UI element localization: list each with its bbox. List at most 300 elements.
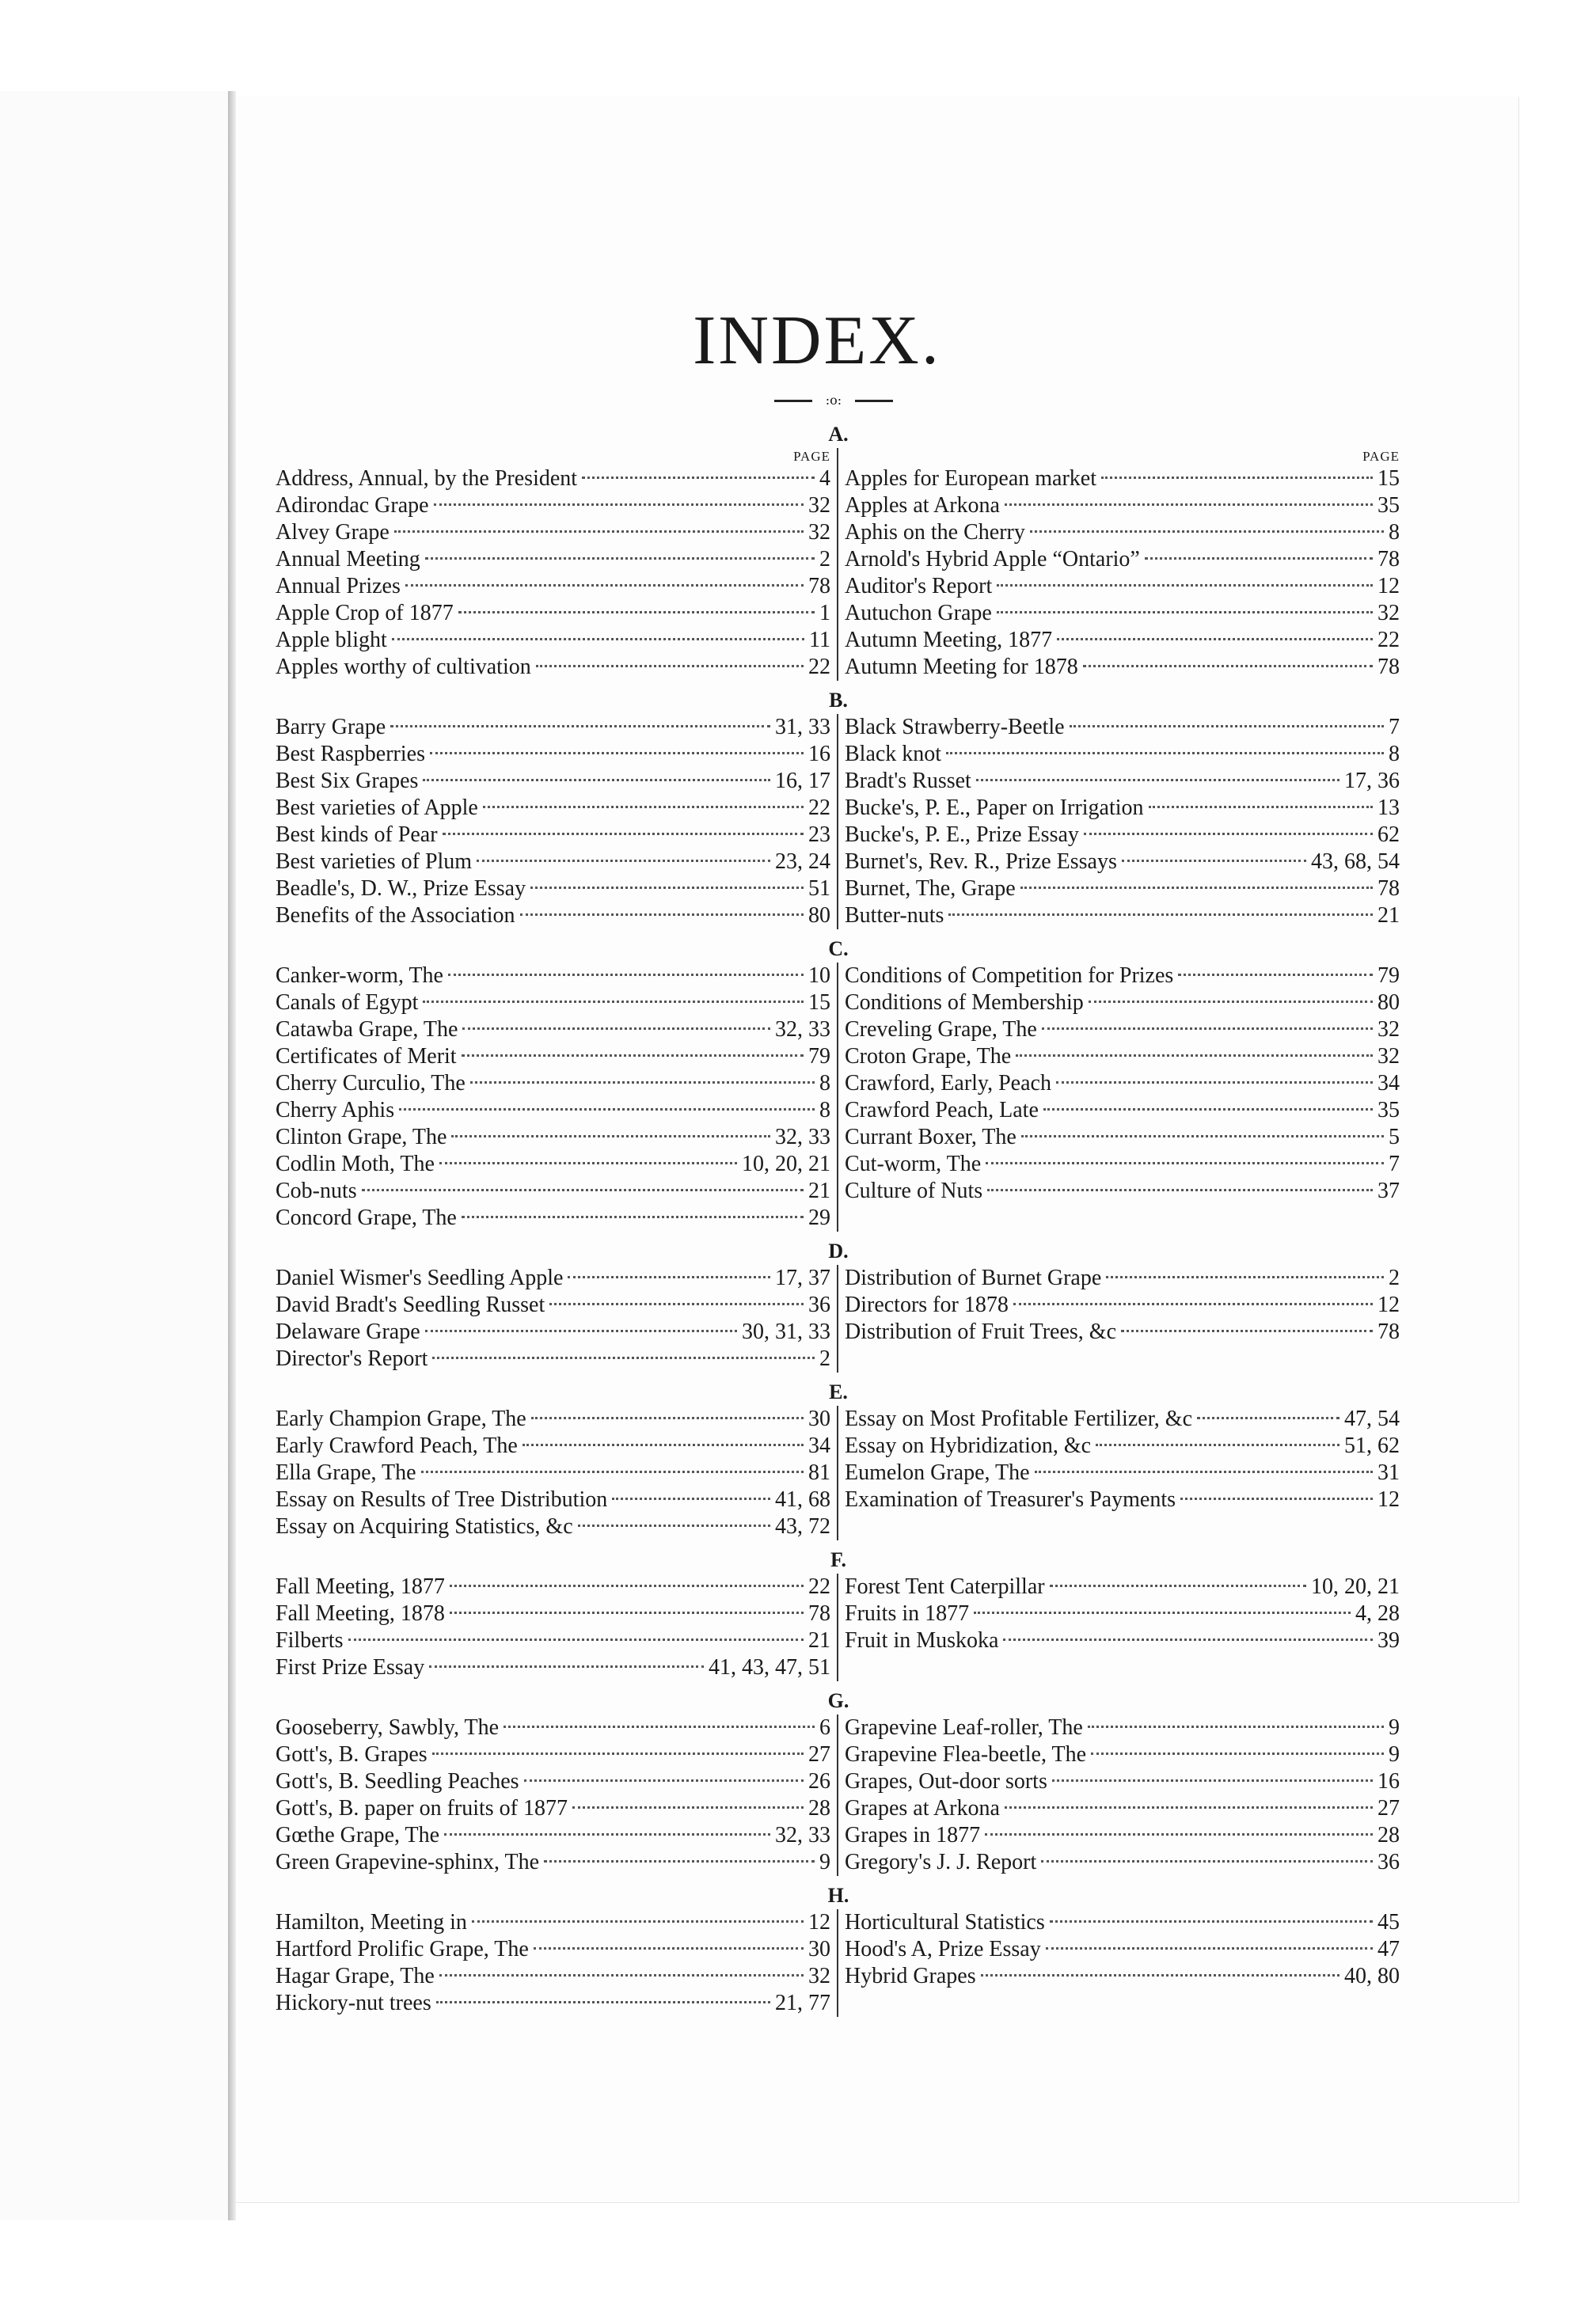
dot-leader bbox=[439, 1162, 737, 1164]
dot-leader bbox=[1050, 1920, 1373, 1923]
entry-pages: 32 bbox=[1378, 1044, 1400, 1069]
entry-term: Eumelon Grape, The bbox=[845, 1460, 1030, 1485]
entry-term: Distribution of Fruit Trees, &c bbox=[845, 1320, 1117, 1344]
section-letter: F. bbox=[830, 1548, 846, 1571]
entry-term: Grapes, Out-door sorts bbox=[845, 1769, 1047, 1794]
entry-term: Hybrid Grapes bbox=[845, 1964, 976, 1988]
entry-term: Essay on Acquiring Statistics, &c bbox=[276, 1514, 573, 1539]
entry-term: Catawba Grape, The bbox=[276, 1017, 458, 1042]
index-entry bbox=[276, 1990, 830, 2017]
entry-term: Black knot bbox=[845, 742, 942, 766]
dot-leader bbox=[976, 779, 1340, 781]
entry-pages: 10 bbox=[808, 963, 830, 988]
entry-pages: 62 bbox=[1378, 822, 1400, 847]
entry-term: Gott's, B. Seedling Peaches bbox=[276, 1769, 519, 1794]
entry-pages: 81 bbox=[808, 1460, 830, 1485]
entry-term: Autuchon Grape bbox=[845, 601, 992, 625]
entry-pages: 78 bbox=[1378, 547, 1400, 572]
entry-term: Gregory's J. J. Report bbox=[845, 1850, 1037, 1874]
entry-term: Directors for 1878 bbox=[845, 1293, 1009, 1317]
dot-leader bbox=[1101, 477, 1373, 479]
index-section bbox=[269, 687, 1408, 936]
entry-pages: 17, 37 bbox=[775, 1266, 830, 1290]
dot-leader bbox=[1005, 503, 1373, 506]
entry-term: Cob-nuts bbox=[276, 1179, 357, 1203]
index-entry bbox=[845, 1151, 1400, 1178]
index-entry bbox=[276, 795, 830, 822]
entry-term: Culture of Nuts bbox=[845, 1179, 983, 1203]
entry-pages: 23, 24 bbox=[775, 849, 830, 874]
entry-pages: 22 bbox=[808, 1574, 830, 1599]
entry-pages: 35 bbox=[1378, 1098, 1400, 1122]
dot-leader bbox=[1121, 1330, 1373, 1332]
entry-term: Essay on Hybridization, &c bbox=[845, 1434, 1092, 1458]
dot-leader bbox=[462, 1216, 804, 1218]
entry-pages: 9 bbox=[819, 1850, 830, 1874]
index-entry bbox=[845, 492, 1400, 519]
index-entry bbox=[276, 1795, 830, 1822]
dot-leader bbox=[472, 1920, 804, 1923]
dot-leader bbox=[1043, 1108, 1373, 1111]
entry-term: Currant Boxer, The bbox=[845, 1125, 1016, 1149]
dot-leader bbox=[1091, 1752, 1384, 1755]
entry-term: Adirondac Grape bbox=[276, 493, 429, 518]
dot-leader bbox=[362, 1189, 804, 1191]
entry-pages: 30 bbox=[808, 1937, 830, 1961]
dot-leader bbox=[1005, 1806, 1373, 1809]
entry-term: Essay on Most Profitable Fertilizer, &c bbox=[845, 1407, 1193, 1431]
index-section bbox=[269, 1238, 1408, 1379]
dot-leader bbox=[405, 584, 804, 587]
index-entry bbox=[845, 1963, 1400, 1990]
index-entry bbox=[845, 1822, 1400, 1849]
dot-leader bbox=[531, 1417, 804, 1419]
dot-leader bbox=[534, 1947, 804, 1950]
index-entry bbox=[276, 1574, 830, 1601]
dot-leader bbox=[448, 974, 804, 976]
dot-leader bbox=[522, 1444, 804, 1446]
entry-pages: 6 bbox=[819, 1715, 830, 1740]
index-entry bbox=[276, 600, 830, 627]
entry-term: Apple blight bbox=[276, 628, 387, 652]
entry-pages: 32 bbox=[1378, 1017, 1400, 1042]
dot-leader bbox=[1149, 806, 1373, 808]
index-entry bbox=[845, 1043, 1400, 1070]
right-column bbox=[838, 963, 1406, 1232]
entry-pages: 40, 80 bbox=[1344, 1964, 1400, 1988]
entry-pages: 15 bbox=[1378, 466, 1400, 491]
dot-leader bbox=[444, 1833, 770, 1836]
entry-term: Gooseberry, Sawbly, The bbox=[276, 1715, 500, 1740]
dot-leader bbox=[399, 1108, 815, 1111]
dot-leader bbox=[524, 1779, 804, 1782]
dot-leader bbox=[1122, 860, 1306, 862]
entry-term: Daniel Wismer's Seedling Apple bbox=[276, 1266, 564, 1290]
index-entry bbox=[276, 1265, 830, 1292]
entry-term: Fall Meeting, 1878 bbox=[276, 1601, 445, 1626]
entry-term: Croton Grape, The bbox=[845, 1044, 1012, 1069]
entry-pages: 21 bbox=[808, 1628, 830, 1653]
index-entry bbox=[845, 573, 1400, 600]
dot-leader bbox=[1088, 1726, 1384, 1728]
dot-leader bbox=[450, 1585, 804, 1587]
section-spacer bbox=[269, 1232, 1408, 1238]
left-column bbox=[269, 963, 838, 1232]
index-entry bbox=[276, 627, 830, 654]
index-entry bbox=[276, 1178, 830, 1205]
dot-leader bbox=[572, 1806, 804, 1809]
entry-term: Burnet, The, Grape bbox=[845, 876, 1016, 901]
entry-term: Fruits in 1877 bbox=[845, 1601, 970, 1626]
dot-leader bbox=[1096, 1444, 1340, 1446]
entry-pages: 27 bbox=[1378, 1796, 1400, 1821]
dot-leader bbox=[530, 887, 804, 889]
index-entry bbox=[276, 654, 830, 681]
dot-leader bbox=[458, 611, 815, 613]
section-letter: G. bbox=[827, 1689, 849, 1712]
entry-term: Bradt's Russet bbox=[845, 769, 971, 793]
page-column-header: PAGE bbox=[793, 449, 830, 464]
dot-leader bbox=[1178, 974, 1373, 976]
dot-leader bbox=[504, 1726, 815, 1728]
index-entry bbox=[845, 1406, 1400, 1433]
dot-leader bbox=[430, 752, 804, 754]
index-entry bbox=[276, 1768, 830, 1795]
entry-term: Horticultural Statistics bbox=[845, 1910, 1045, 1935]
entry-term: Best varieties of Plum bbox=[276, 849, 473, 874]
index-entry bbox=[845, 963, 1400, 989]
entry-term: Apples at Arkona bbox=[845, 493, 1000, 518]
dot-leader bbox=[450, 1612, 804, 1614]
dot-leader bbox=[462, 1054, 804, 1057]
entry-pages: 41, 43, 47, 51 bbox=[709, 1655, 830, 1680]
entry-term: Grapes in 1877 bbox=[845, 1823, 981, 1847]
entry-term: Green Grapevine-sphinx, The bbox=[276, 1850, 540, 1874]
entry-term: Gott's, B. Grapes bbox=[276, 1742, 428, 1767]
dot-leader bbox=[981, 1974, 1340, 1977]
index-body bbox=[269, 421, 1408, 2023]
dot-leader bbox=[997, 611, 1373, 613]
index-entry bbox=[276, 546, 830, 573]
dot-leader bbox=[470, 1081, 815, 1084]
entry-pages: 36 bbox=[808, 1293, 830, 1317]
dot-leader bbox=[997, 584, 1373, 587]
dot-leader bbox=[483, 806, 804, 808]
index-entry bbox=[276, 1936, 830, 1963]
index-entry bbox=[276, 1963, 830, 1990]
entry-term: Examination of Treasurer's Payments bbox=[845, 1487, 1176, 1512]
entry-pages: 23 bbox=[808, 822, 830, 847]
entry-pages: 9 bbox=[1389, 1742, 1400, 1767]
dot-leader bbox=[1050, 1585, 1306, 1587]
entry-pages: 43, 72 bbox=[775, 1514, 830, 1539]
section-columns bbox=[269, 1909, 1408, 2017]
entry-term: Aphis on the Cherry bbox=[845, 520, 1025, 545]
entry-term: Early Champion Grape, The bbox=[276, 1407, 526, 1431]
entry-term: Address, Annual, by the President bbox=[276, 466, 578, 491]
index-entry bbox=[845, 768, 1400, 795]
entry-term: Apples for European market bbox=[845, 466, 1096, 491]
index-entry bbox=[276, 989, 830, 1016]
dot-leader bbox=[392, 638, 804, 640]
entry-pages: 36 bbox=[1378, 1850, 1400, 1874]
entry-term: Burnet's, Rev. R., Prize Essays bbox=[845, 849, 1117, 874]
entry-pages: 37 bbox=[1378, 1179, 1400, 1203]
dot-leader bbox=[432, 1357, 815, 1359]
entry-term: David Bradt's Seedling Russet bbox=[276, 1293, 545, 1317]
entry-term: Best varieties of Apple bbox=[276, 796, 478, 820]
index-entry bbox=[276, 741, 830, 768]
section-columns bbox=[269, 1265, 1408, 1373]
entry-pages: 32, 33 bbox=[775, 1125, 830, 1149]
dot-leader bbox=[434, 503, 804, 506]
entry-pages: 32 bbox=[808, 493, 830, 518]
index-entry bbox=[845, 1265, 1400, 1292]
entry-term: First Prize Essay bbox=[276, 1655, 425, 1680]
entry-pages: 78 bbox=[1378, 876, 1400, 901]
dot-leader bbox=[612, 1498, 770, 1500]
entry-pages: 8 bbox=[1389, 742, 1400, 766]
index-entry bbox=[845, 627, 1400, 654]
entry-pages: 21 bbox=[808, 1179, 830, 1203]
section-columns bbox=[269, 448, 1408, 681]
section-columns bbox=[269, 1406, 1408, 1540]
entry-pages: 12 bbox=[1378, 574, 1400, 598]
index-entry bbox=[845, 1433, 1400, 1460]
index-entry bbox=[276, 768, 830, 795]
section-columns bbox=[269, 714, 1408, 929]
right-column bbox=[838, 1715, 1406, 1876]
entry-pages: 30, 31, 33 bbox=[742, 1320, 830, 1344]
index-section bbox=[269, 1547, 1408, 1688]
index-entry bbox=[845, 1741, 1400, 1768]
section-letter: C. bbox=[828, 937, 849, 960]
index-entry bbox=[845, 714, 1400, 741]
entry-pages: 2 bbox=[819, 1346, 830, 1371]
dot-leader bbox=[394, 530, 804, 533]
entry-pages: 47, 54 bbox=[1344, 1407, 1400, 1431]
dot-leader bbox=[390, 725, 770, 727]
entry-pages: 21 bbox=[1378, 903, 1400, 928]
index-entry bbox=[276, 849, 830, 875]
entry-pages: 27 bbox=[808, 1742, 830, 1767]
page-title: INDEX. bbox=[693, 302, 941, 379]
dot-leader bbox=[578, 1525, 770, 1527]
dot-leader bbox=[423, 779, 770, 781]
book-gutter bbox=[228, 91, 236, 2220]
dot-leader bbox=[946, 752, 1384, 754]
dot-leader bbox=[1089, 1001, 1373, 1003]
entry-pages: 30 bbox=[808, 1407, 830, 1431]
dot-leader bbox=[425, 1330, 737, 1332]
entry-term: Hagar Grape, The bbox=[276, 1964, 435, 1988]
entry-pages: 7 bbox=[1389, 715, 1400, 739]
entry-pages: 35 bbox=[1378, 493, 1400, 518]
index-entry bbox=[276, 573, 830, 600]
entry-pages: 45 bbox=[1378, 1910, 1400, 1935]
index-entry bbox=[276, 1909, 830, 1936]
entry-pages: 31, 33 bbox=[775, 715, 830, 739]
entry-term: Filberts bbox=[276, 1628, 344, 1653]
dot-leader bbox=[1197, 1417, 1340, 1419]
index-entry bbox=[276, 1601, 830, 1627]
entry-pages: 8 bbox=[819, 1098, 830, 1122]
section-spacer bbox=[269, 1540, 1408, 1547]
index-entry bbox=[845, 1768, 1400, 1795]
index-entry bbox=[276, 1487, 830, 1513]
section-spacer bbox=[269, 1681, 1408, 1688]
dot-leader bbox=[1052, 1779, 1373, 1782]
entry-term: Best Six Grapes bbox=[276, 769, 419, 793]
dot-leader bbox=[439, 1974, 804, 1977]
dot-leader bbox=[451, 1135, 770, 1137]
dot-leader bbox=[974, 1612, 1351, 1614]
entry-pages: 51 bbox=[808, 876, 830, 901]
entry-pages: 32 bbox=[808, 520, 830, 545]
entry-term: Black Strawberry-Beetle bbox=[845, 715, 1065, 739]
entry-pages: 2 bbox=[1389, 1266, 1400, 1290]
entry-term: Autumn Meeting for 1878 bbox=[845, 655, 1078, 679]
index-entry bbox=[845, 1601, 1400, 1627]
entry-term: Gott's, B. paper on fruits of 1877 bbox=[276, 1796, 568, 1821]
entry-term: Fruit in Muskoka bbox=[845, 1628, 999, 1653]
section-spacer bbox=[269, 681, 1408, 687]
entry-pages: 16 bbox=[808, 742, 830, 766]
dot-leader bbox=[1083, 665, 1373, 667]
left-column bbox=[269, 1406, 838, 1540]
section-columns bbox=[269, 1715, 1408, 1876]
entry-pages: 15 bbox=[808, 990, 830, 1015]
entry-term: Bucke's, P. E., Paper on Irrigation bbox=[845, 796, 1144, 820]
dot-leader bbox=[536, 665, 804, 667]
index-entry bbox=[276, 822, 830, 849]
entry-term: Beadle's, D. W., Prize Essay bbox=[276, 876, 526, 901]
index-entry bbox=[845, 849, 1400, 875]
entry-term: Hickory-nut trees bbox=[276, 1991, 431, 2015]
right-column bbox=[838, 1909, 1406, 2017]
left-column bbox=[269, 1715, 838, 1876]
left-column bbox=[269, 448, 838, 681]
index-entry bbox=[276, 492, 830, 519]
dot-leader bbox=[1035, 1471, 1373, 1473]
index-entry bbox=[276, 1654, 830, 1681]
dot-leader bbox=[436, 2001, 770, 2003]
index-entry bbox=[845, 465, 1400, 492]
index-entry bbox=[845, 1795, 1400, 1822]
entry-term: Early Crawford Peach, The bbox=[276, 1434, 518, 1458]
entry-term: Cut-worm, The bbox=[845, 1152, 982, 1176]
entry-term: Apple Crop of 1877 bbox=[276, 601, 454, 625]
entry-term: Certificates of Merit bbox=[276, 1044, 457, 1069]
index-entry bbox=[845, 519, 1400, 546]
entry-term: Distribution of Burnet Grape bbox=[845, 1266, 1102, 1290]
index-entry bbox=[845, 1319, 1400, 1346]
entry-pages: 5 bbox=[1389, 1125, 1400, 1149]
facing-page bbox=[0, 91, 230, 2220]
entry-term: Delaware Grape bbox=[276, 1320, 420, 1344]
entry-term: Canals of Egypt bbox=[276, 990, 419, 1015]
entry-term: Auditor's Report bbox=[845, 574, 993, 598]
entry-term: Barry Grape bbox=[276, 715, 386, 739]
index-entry bbox=[276, 1406, 830, 1433]
entry-term: Canker-worm, The bbox=[276, 963, 443, 988]
entry-term: Essay on Results of Tree Distribution bbox=[276, 1487, 608, 1512]
dot-leader bbox=[425, 557, 815, 560]
entry-term: Codlin Moth, The bbox=[276, 1152, 435, 1176]
entry-term: Hood's A, Prize Essay bbox=[845, 1937, 1041, 1961]
left-column bbox=[269, 1574, 838, 1681]
index-entry bbox=[845, 1627, 1400, 1654]
entry-pages: 79 bbox=[808, 1044, 830, 1069]
dot-leader bbox=[462, 1027, 770, 1030]
dot-leader bbox=[421, 1471, 804, 1473]
entry-pages: 4, 28 bbox=[1355, 1601, 1400, 1626]
entry-pages: 13 bbox=[1378, 796, 1400, 820]
entry-pages: 9 bbox=[1389, 1715, 1400, 1740]
entry-pages: 17, 36 bbox=[1344, 769, 1400, 793]
dot-leader bbox=[1016, 1054, 1373, 1057]
entry-term: Forest Tent Caterpillar bbox=[845, 1574, 1045, 1599]
dot-leader bbox=[1057, 638, 1373, 640]
entry-pages: 22 bbox=[808, 655, 830, 679]
entry-pages: 8 bbox=[819, 1071, 830, 1096]
entry-term: Crawford Peach, Late bbox=[845, 1098, 1039, 1122]
dot-leader bbox=[986, 1162, 1384, 1164]
right-column bbox=[838, 1265, 1406, 1373]
index-entry bbox=[845, 1292, 1400, 1319]
index-entry bbox=[276, 1151, 830, 1178]
dot-leader bbox=[1145, 557, 1373, 560]
entry-term: Ella Grape, The bbox=[276, 1460, 416, 1485]
right-column bbox=[838, 1406, 1406, 1540]
index-section bbox=[269, 936, 1408, 1238]
entry-pages: 80 bbox=[808, 903, 830, 928]
index-entry bbox=[276, 1513, 830, 1540]
index-entry bbox=[845, 1574, 1400, 1601]
index-entry bbox=[276, 1097, 830, 1124]
dot-leader bbox=[582, 477, 815, 479]
dot-leader bbox=[1020, 887, 1373, 889]
dot-leader bbox=[1041, 1860, 1373, 1863]
index-entry bbox=[845, 1124, 1400, 1151]
entry-term: Annual Meeting bbox=[276, 547, 420, 572]
entry-pages: 1 bbox=[819, 601, 830, 625]
dot-leader bbox=[520, 913, 804, 916]
section-spacer bbox=[269, 2017, 1408, 2023]
entry-pages: 32, 33 bbox=[775, 1017, 830, 1042]
dot-leader bbox=[348, 1639, 804, 1641]
entry-pages: 16, 17 bbox=[775, 769, 830, 793]
entry-pages: 12 bbox=[1378, 1487, 1400, 1512]
dot-leader bbox=[1046, 1947, 1373, 1950]
entry-pages: 43, 68, 54 bbox=[1311, 849, 1400, 874]
index-entry bbox=[276, 1741, 830, 1768]
entry-pages: 12 bbox=[808, 1910, 830, 1935]
index-entry bbox=[276, 1070, 830, 1097]
dot-leader bbox=[568, 1276, 770, 1278]
index-entry bbox=[276, 1715, 830, 1741]
title-ornament: :o: bbox=[774, 393, 893, 408]
index-entry bbox=[845, 1849, 1400, 1876]
entry-term: Autumn Meeting, 1877 bbox=[845, 628, 1053, 652]
entry-term: Creveling Grape, The bbox=[845, 1017, 1037, 1042]
index-entry bbox=[276, 1292, 830, 1319]
entry-term: Hamilton, Meeting in bbox=[276, 1910, 467, 1935]
entry-pages: 12 bbox=[1378, 1293, 1400, 1317]
index-entry bbox=[845, 1460, 1400, 1487]
index-section bbox=[269, 421, 1408, 687]
index-entry bbox=[276, 519, 830, 546]
